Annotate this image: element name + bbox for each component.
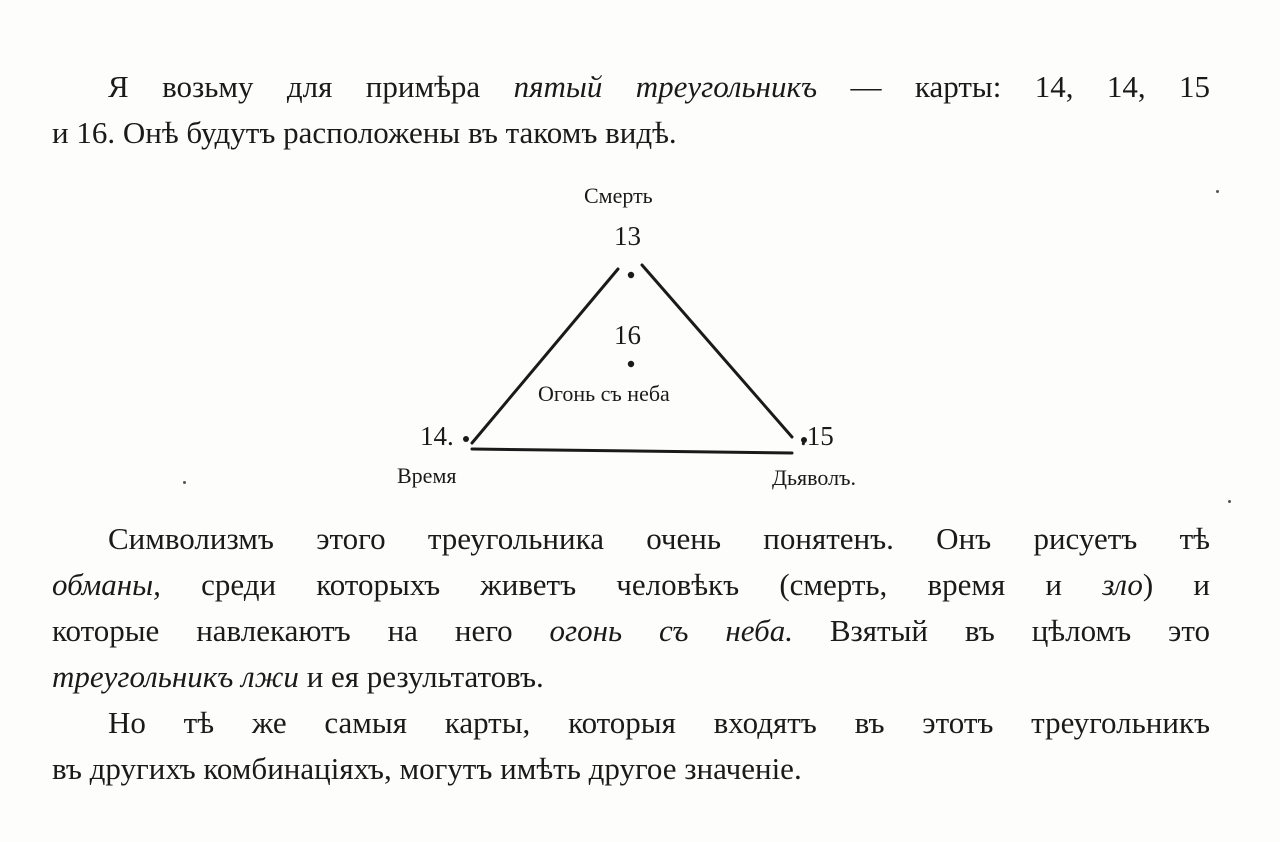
scan-speck [183, 481, 186, 484]
symbolism-emphasis-4: треугольникъ лжи [52, 659, 299, 694]
left-vertex-number: 14. [420, 421, 454, 451]
right-vertex-name: Дьяволъ. [772, 465, 856, 490]
closing-line-1: Но тѣ же самыя карты, которыя входятъ въ этотъ треугольникъ [108, 705, 1210, 740]
symbolism-line-1: Символизмъ этого треугольника очень понятенъ. Онъ рисуетъ тѣ [108, 521, 1210, 556]
base-edge [472, 449, 792, 453]
top-vertex-dot [628, 272, 634, 278]
intro-text-a: Я возьму для примѣра [108, 69, 514, 104]
symbolism-line-4 [52, 654, 1210, 700]
closing-line-2: въ другихъ комбинаціяхъ, могутъ имѣть другое значеніе. [52, 751, 802, 786]
symbolism-emphasis-2: зло [1102, 567, 1143, 602]
symbolism-text-a: среди которыхъ живетъ человѣкъ (смерть, время и [160, 567, 1103, 602]
center-number: 16 [614, 320, 641, 350]
center-name: Огонь съ неба [538, 381, 670, 406]
triangle-diagram [380, 175, 920, 505]
symbolism-emphasis-1: обманы, [52, 567, 161, 602]
intro-text-b: — карты: 14, 14, 15 [817, 69, 1210, 104]
top-vertex-number: 13 [614, 221, 641, 251]
triangle-lines [380, 175, 920, 505]
symbolism-paragraph [52, 516, 1210, 700]
left-vertex-name: Время [397, 463, 457, 488]
right-vertex-number: .15 [800, 421, 834, 451]
symbolism-line-2 [52, 562, 1210, 608]
symbolism-line-3 [52, 608, 1210, 654]
intro-paragraph [52, 64, 1210, 156]
top-vertex-name: Смерть [584, 183, 653, 208]
symbolism-text-b: ) и [1142, 567, 1210, 602]
intro-line-2: и 16. Онѣ будутъ расположены въ такомъ видѣ. [52, 115, 677, 150]
left-edge [472, 269, 618, 443]
symbolism-text-d: Взятый въ цѣломъ это [792, 613, 1210, 648]
scan-speck [1228, 500, 1231, 503]
symbolism-emphasis-3: огонь съ неба. [549, 613, 793, 648]
scan-speck [1216, 190, 1219, 193]
intro-emphasis: пятый треугольникъ [513, 69, 818, 104]
left-vertex-dot [463, 436, 469, 442]
intro-line-1 [52, 64, 1210, 110]
closing-paragraph [52, 700, 1210, 792]
symbolism-text-e: и ея результатовъ. [298, 659, 544, 694]
right-edge [642, 265, 792, 437]
center-dot [628, 361, 634, 367]
symbolism-text-c: которые навлекаютъ на него [52, 613, 550, 648]
